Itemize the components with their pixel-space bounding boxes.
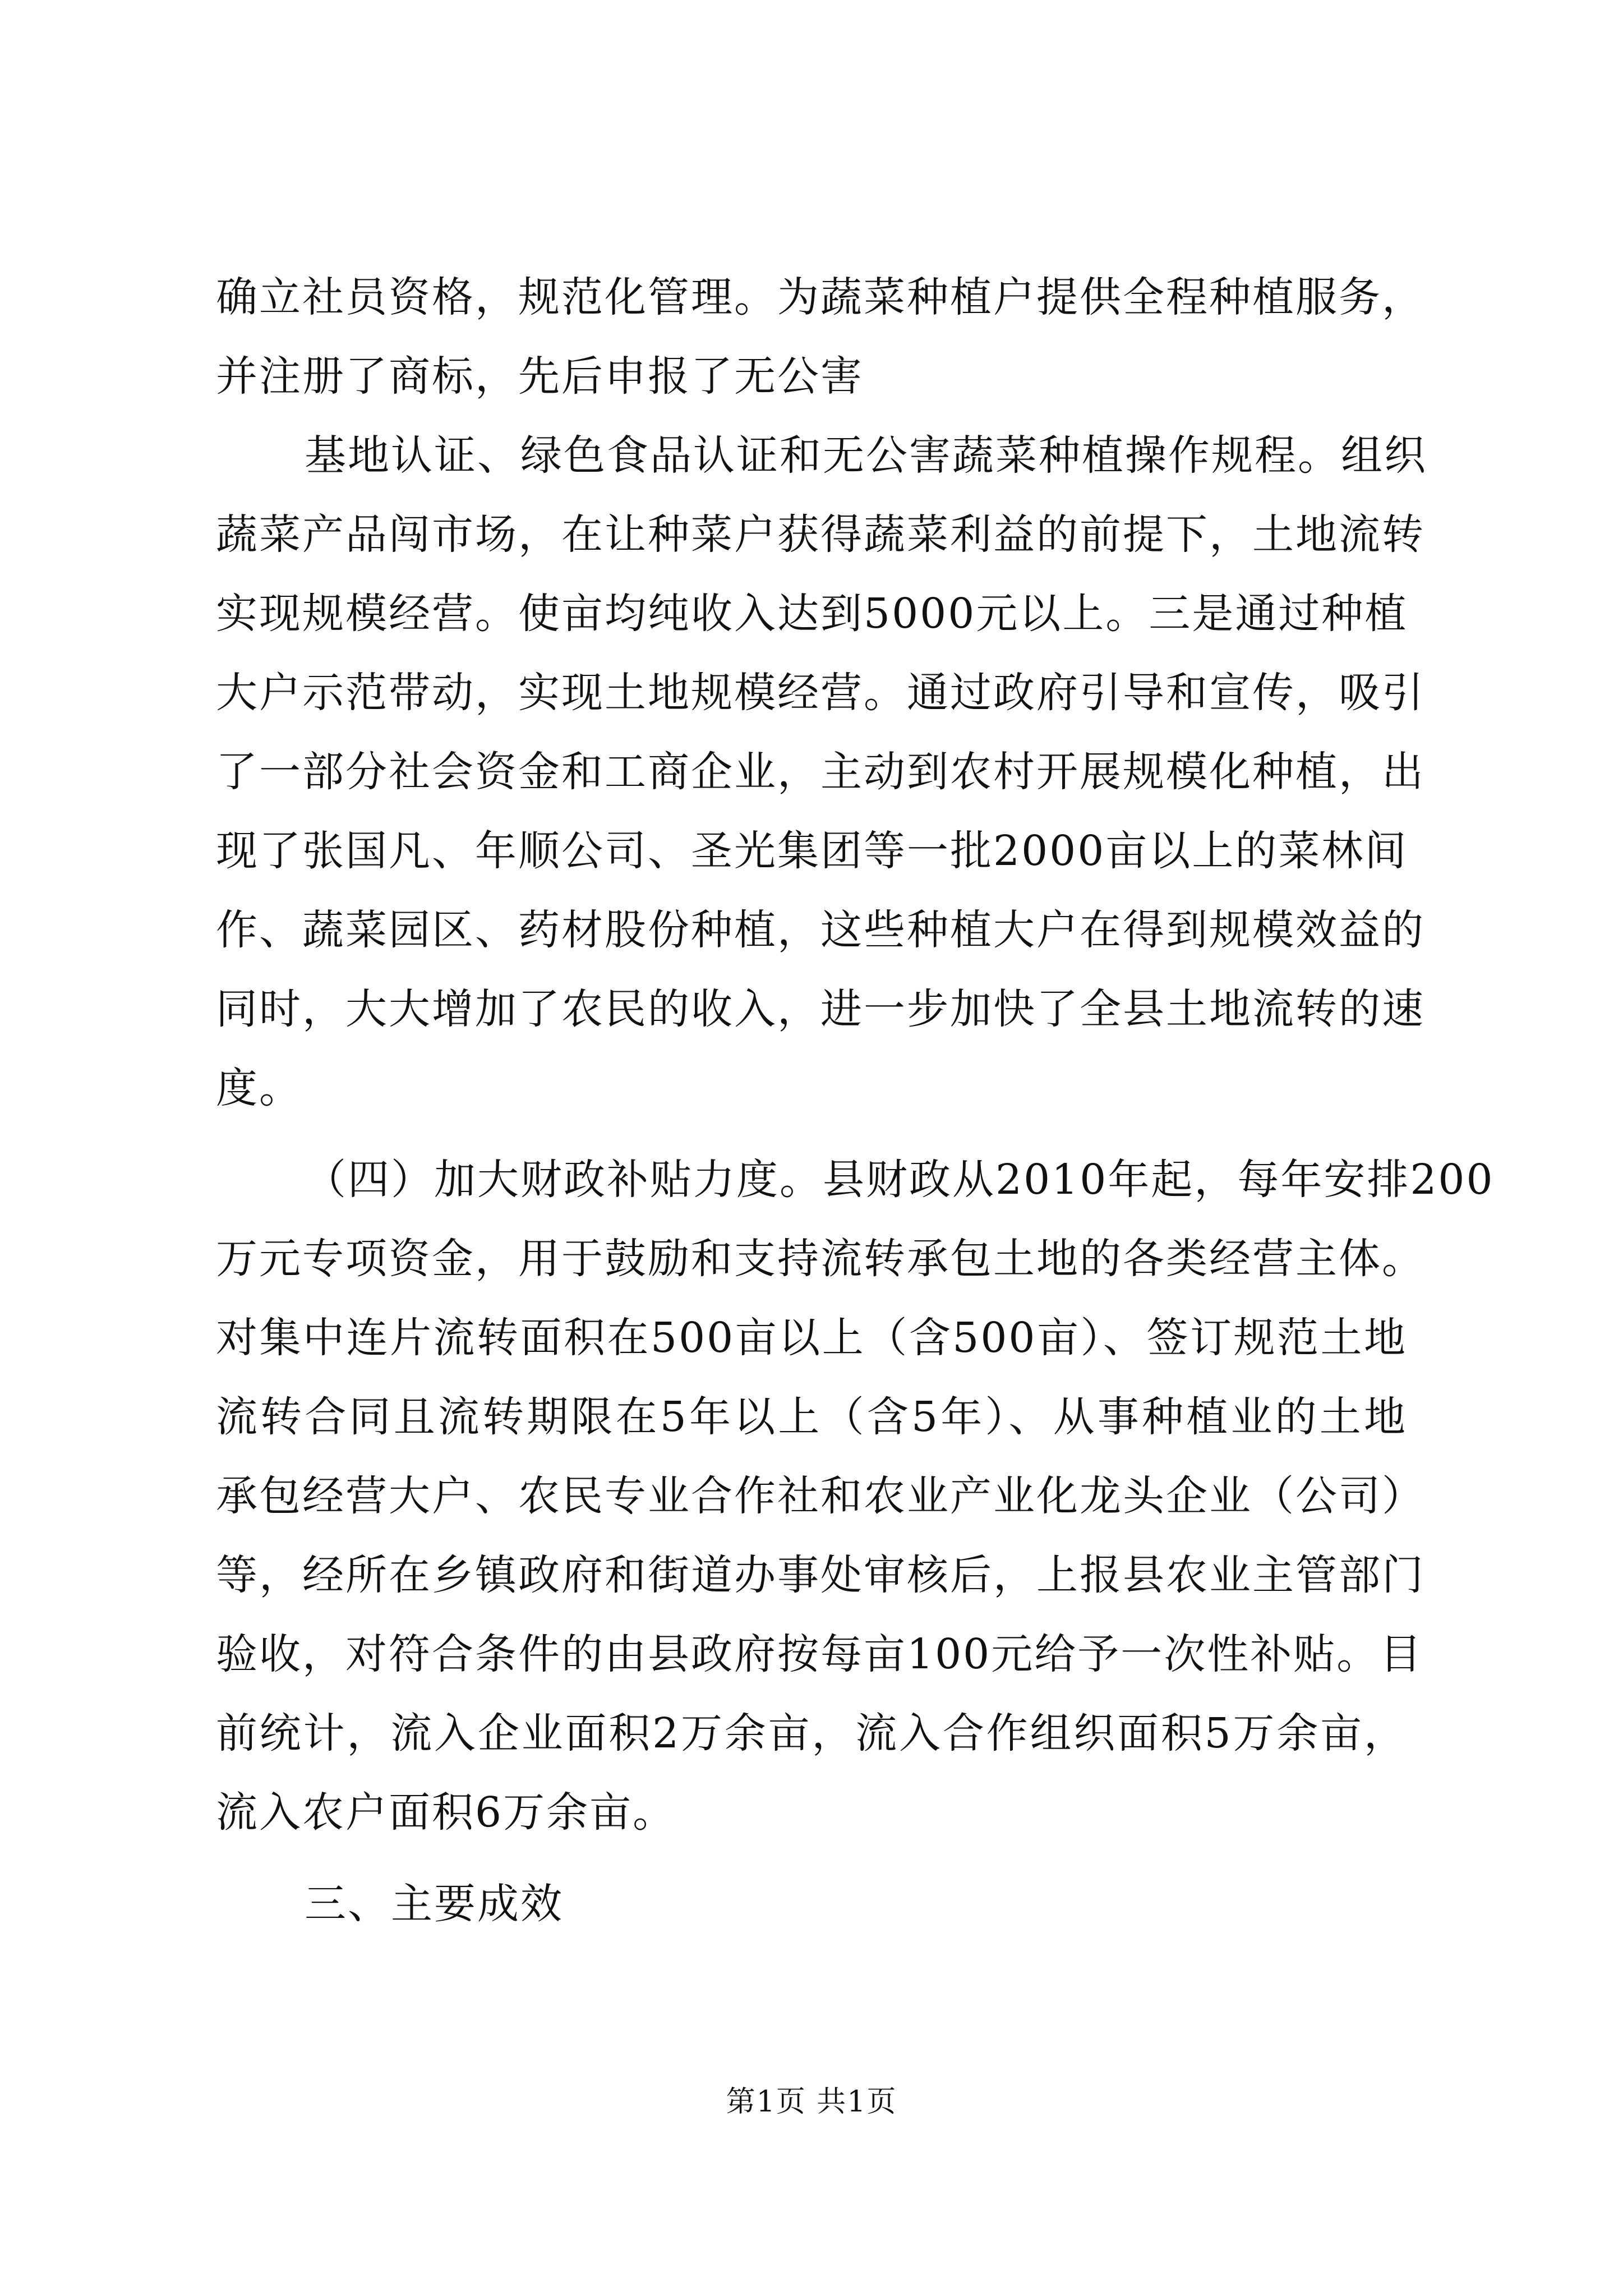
- text-line: 作、蔬菜园区、药材股份种植，这些种植大户在得到规模效益的: [216, 906, 1425, 954]
- text-line: 并注册了商标，先后申报了无公害: [216, 352, 864, 401]
- text-line: 确立社员资格，规范化管理。为蔬菜种植户提供全程种植服务，: [216, 273, 1425, 321]
- document-body: [216, 258, 1495, 1944]
- text-line: 现了张国凡、年顺公司、圣光集团等一批2000亩以上的菜林间: [216, 827, 1408, 875]
- text-line: 承包经营大户、农民专业合作社和农业产业化龙头企业（公司）: [216, 1472, 1425, 1520]
- page-footer: 第1页 共1页: [726, 2085, 897, 2119]
- text-line: 验收，对符合条件的由县政府按每亩100元给予一次性补贴。目: [216, 1630, 1423, 1678]
- text-line: 对集中连片流转面积在500亩以上（含500亩）、签订规范土地: [216, 1314, 1407, 1362]
- text-line: 了一部分社会资金和工商企业，主动到农村开展规模化种植，出: [216, 748, 1425, 796]
- text-line: 大户示范带动，实现土地规模经营。通过政府引导和宣传，吸引: [216, 669, 1425, 717]
- text-line: 实现规模经营。使亩均纯收入达到5000元以上。三是通过种植: [216, 590, 1408, 638]
- text-line: 等，经所在乡镇政府和街道办事处审核后，上报县农业主管部门: [216, 1551, 1425, 1599]
- text-line: 蔬菜产品闯市场，在让种菜户获得蔬菜利益的前提下，土地流转: [216, 510, 1425, 559]
- text-line: 度。: [216, 1064, 302, 1112]
- text-line: 基地认证、绿色食品认证和无公害蔬菜种植操作规程。组织: [305, 431, 1427, 480]
- text-line: （四）加大财政补贴力度。县财政从2010年起，每年安排200: [305, 1156, 1495, 1204]
- text-line: 万元专项资金，用于鼓励和支持流转承包土地的各类经营主体。: [216, 1235, 1425, 1283]
- text-line: 流转合同且流转期限在5年以上（含5年）、从事种植业的土地: [216, 1393, 1407, 1441]
- text-line: 前统计，流入企业面积2万余亩，流入合作组织面积5万余亩，: [216, 1709, 1407, 1757]
- text-line: 同时，大大增加了农民的收入，进一步加快了全县土地流转的速: [216, 985, 1425, 1033]
- text-line: 流入农户面积6万余亩。: [216, 1788, 676, 1837]
- section-heading: 三、主要成效: [305, 1880, 564, 1928]
